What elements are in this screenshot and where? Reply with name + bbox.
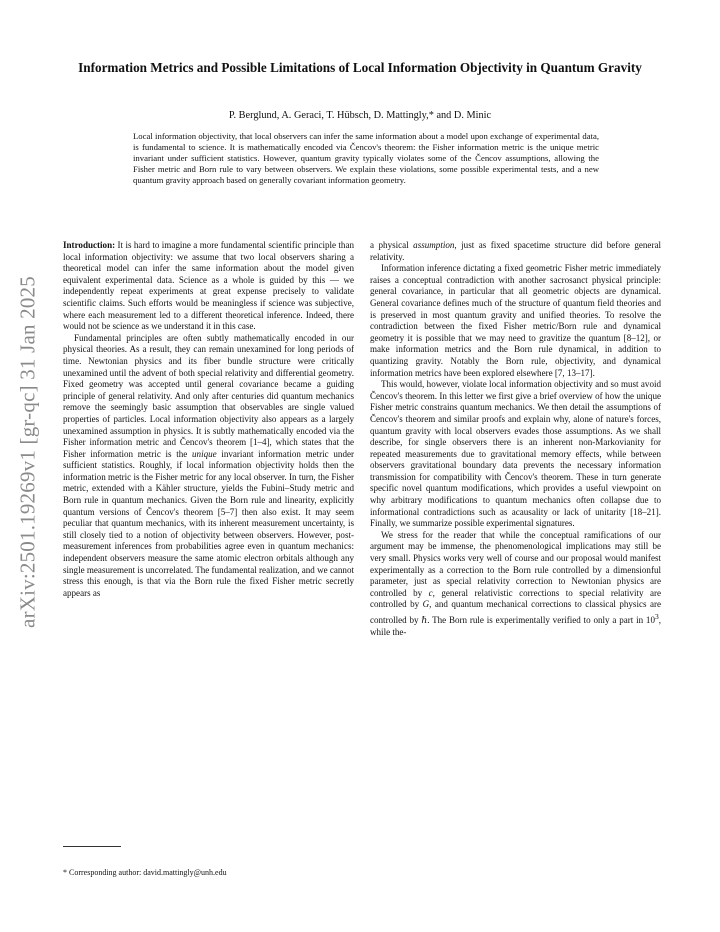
abstract: Local information objectivity, that local observers can infer the same information about a model upon exchange of experimental data, is fundamental to science. It is mathematically encoded via Čencov's theorem: the Fisher information metric is the unique metric invariant under sufficient statistics. However, quantum gravity typically violates some of the Čencov assumptions, allowing the Fisher metric and Born rule to vary between observers. We explain these violations, some possible experimental tests, and a new quantum gravity approach based on generally covariant information geometry.: [133, 131, 599, 186]
paragraph-text: , and quantum mechanical corrections to classical physics are controlled by: [370, 599, 661, 626]
paragraph-text: a physical: [370, 240, 414, 250]
right-column: [370, 240, 661, 638]
body-paragraph: [63, 333, 354, 600]
paragraph-text: It is hard to imagine a more fundamental scientific principle than local information objectivity: we assume that two local observers sharing a theoretical model can infer the same information about the model given equivalent experimental data. Science as a whole is guided by this — we independently repeat experiments at great expense precisely to validate scientific claims. Such efforts would be meaningless if science was subjective, where each measurement led to a different theoretical inference. Indeed, there would not be science as we understand it in this case.: [63, 240, 354, 332]
emphasis-unique: unique: [192, 448, 217, 459]
body-paragraph: [370, 530, 661, 638]
symbol-hbar: ℏ: [421, 615, 428, 626]
left-column: [63, 240, 354, 599]
paragraph-text: , while the-: [370, 615, 662, 637]
footnote-divider: [63, 846, 121, 847]
paragraph-text: Fundamental principles are often subtly mathematically encoded in our physical theories. As a result, they can remain unexamined for long periods of time. Newtonian physics and its fiber bundle structure were critically unexamined until the advent of both special relativity and differential geometry. Fixed geometry was accepted until general covariance became a guiding principle of general relativity. And only after centuries did quantum mechanics remove the seemingly basic assumption that observables are single valued properties of particles. Local information objectivity also appears as a largely unexamined assumption in physics. It is subtly mathematically encoded via the Fisher information metric and Čencov's theorem [1–4], which states that the Fisher information metric is the: [63, 332, 354, 459]
body-paragraph: This would, however, violate local information objectivity and so must avoid Čencov's theorem. In this letter we first give a brief overview of how the unique Fisher metric constrains quantum mechanics. We then detail the assumptions of Čencov's theorem and similar proofs and explain why, alone of nature's forces, quantum gravity with local observers evades those assumptions. As we shall describe, for single observers there is an inherent non-Markovianity for repeated measurements due to gravitational memory effects, while between observers gravitational boundary data prevents the necessary information transmission for compatibility with Čencov's theorem. These in turn generate specific novel quantum modifications, which provides a useful viewpoint on why arbitrary modifications to quantum mechanics often collapse due to informational contradictions such as acausality or lack of unitarity [18–21]. Finally, we summarize possible experimental signatures.: [370, 379, 661, 529]
footnote: * Corresponding author: david.mattingly@unh.edu: [63, 868, 227, 877]
section-heading-introduction: Introduction:: [63, 240, 116, 250]
symbol-G: G: [422, 599, 430, 610]
paragraph-text: , general relativistic corrections to special relativity are controlled by: [370, 587, 662, 610]
paragraph-text: . The Born rule is experimentally verified to only a part in 10: [427, 615, 655, 626]
body-paragraph: [370, 240, 661, 263]
body-paragraph: Information inference dictating a fixed geometric Fisher metric immediately raises a conceptual contradiction with another sacrosanct physical principle: general covariance, in particular that all geometric objects are dynamical. General covariance defines much of the structure of quantum field theories and is preserved in most quantum gravity and unified theories. To resolve the contradiction between the fixed Fisher metric/Born rule and dynamical geometry it is possible that we may need to gravitize the quantum [8–12], or make information metrics and the Born rule dynamical, in addition to quantizing gravity. Notably the Born rule, objectivity, and dynamical information metrics have been explored elsewhere [7, 13–17].: [370, 263, 661, 378]
emphasis-assumption: assumption: [413, 240, 455, 250]
paragraph-text: invariant information metric under sufficient statistics. Roughly, if local information objectivity holds then the information metric is the Fisher metric for any local observer. In turn, the Fisher metric, extended with a Kähler structure, yields the Fubini–Study metric and Born rule in quantum mechanics. Given the Born rule and linearity, explicitly quantum versions of Čencov's theorem [5–7] then also exist. It may seem peculiar that quantum mechanics, with its inherent measurement uncertainty, is still closely tied to a notion of objectivity between observers. However, post-measurement inferences from probabilities agree even in quantum mechanics: independent observers measure the same atomic electron orbitals although any single measurement is uncorrelated. The fundamental realization, and we cannot stress this enough, is that via the Born rule the fixed Fisher metric secretly appears as: [63, 448, 354, 598]
exponent: 3: [654, 612, 659, 621]
paper-title: Information Metrics and Possible Limitations of Local Information Objectivity in Quantum Gravity: [78, 60, 642, 75]
arxiv-identifier[interactable]: arXiv:2501.19269v1 [gr-qc] 31 Jan 2025: [15, 276, 40, 628]
paragraph-text: , just as fixed spacetime structure did before general relativity.: [370, 240, 661, 262]
paragraph-text: We stress for the reader that while the conceptual ramifications of our argument may be immense, the phenomenological implications may still be very small. Physics works very well of course and our proposal would manifest experimentally as a correction to the Born rule controlled by a dimensionful parameter, just as special relativity correction to Newtonian physics are controlled by: [370, 529, 661, 598]
author-list: P. Berglund, A. Geraci, T. Hübsch, D. Mattingly,* and D. Minic: [228, 110, 492, 121]
symbol-c: c: [428, 587, 433, 598]
introduction-paragraph: [63, 240, 354, 333]
